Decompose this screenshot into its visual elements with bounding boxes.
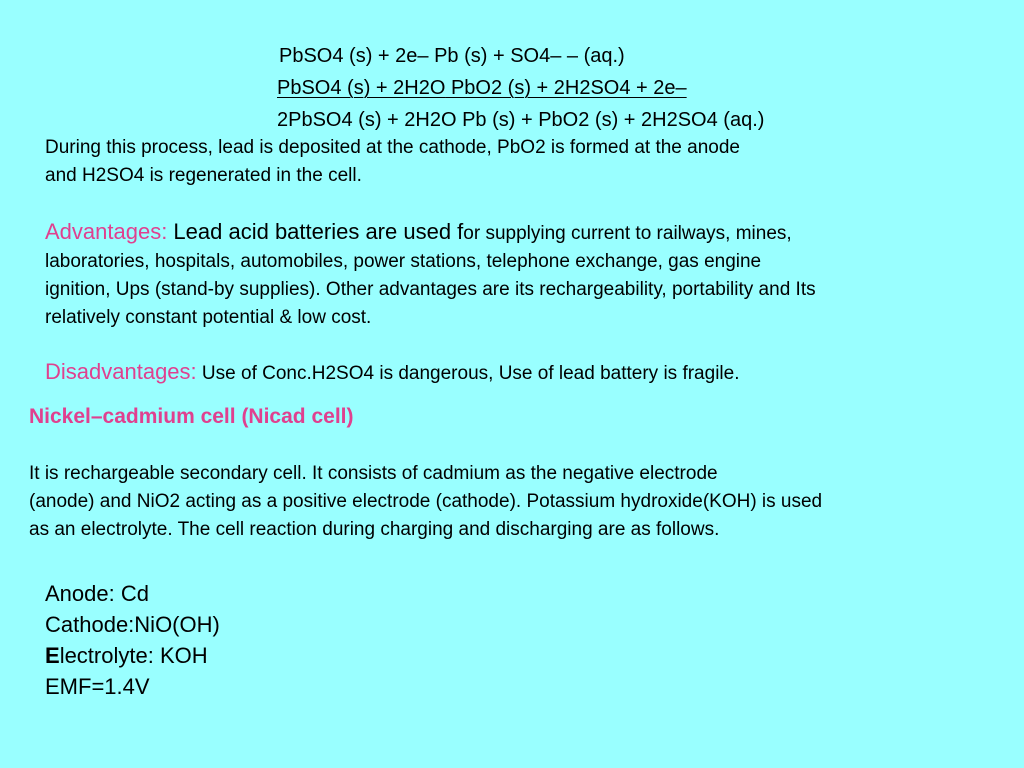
emf-line: EMF=1.4V (45, 674, 150, 699)
disadvantages-text: Use of Conc.H2SO4 is dangerous, Use of lead battery is fragile. (196, 363, 740, 384)
equation-2-left: PbSO4 (s) + 2H2O (277, 77, 446, 99)
cathode-line: Cathode:NiO(OH) (45, 612, 220, 637)
disadvantages-label: Disadvantages: (45, 359, 197, 384)
equation-1-right: Pb (s) + SO4– – (aq.) (434, 45, 625, 67)
equation-1-left: PbSO4 (s) + 2e– (279, 45, 435, 67)
advantages-label: Advantages: (45, 219, 168, 244)
nicad-line-2: (anode) and NiO2 acting as a positive electrode (cathode). Potassium hydroxide(KOH) is used (29, 491, 823, 512)
nicad-line-1: It is rechargeable secondary cell. It consists of cadmium as the negative electrode (29, 463, 718, 484)
equation-2-right: PbO2 (s) + 2H2SO4 + 2e– (445, 77, 687, 99)
anode-line: Anode: Cd (45, 581, 149, 606)
electrolyte-initial: E (45, 643, 60, 668)
advantages-line-4: relatively constant potential & low cost. (45, 307, 372, 328)
advantages-section (45, 218, 816, 332)
equation-2 (277, 77, 687, 100)
advantages-line-2: laboratories, hospitals, automobiles, power stations, telephone exchange, gas engine (45, 251, 762, 272)
cell-summary (45, 578, 220, 702)
process-line-1: During this process, lead is deposited at the cathode, PbO2 is formed at the anode (45, 137, 740, 158)
equation-1 (279, 45, 625, 68)
disadvantages-section (45, 358, 739, 388)
nicad-paragraph (29, 460, 822, 544)
equation-3 (277, 109, 764, 132)
process-paragraph (45, 134, 740, 190)
nicad-line-3: as an electrolyte. The cell reaction during charging and discharging are as follows. (29, 519, 720, 540)
equation-3-right: Pb (s) + PbO2 (s) + 2H2SO4 (aq.) (462, 109, 765, 131)
nicad-heading: Nickel–cadmium cell (Nicad cell) (29, 405, 354, 428)
advantages-lead-text: Lead acid batteries are used f (167, 219, 464, 244)
equation-3-left: 2PbSO4 (s) + 2H2O (277, 109, 463, 131)
advantages-line-1-rest: or supplying current to railways, mines, (463, 223, 792, 244)
electrolyte-line (45, 640, 220, 671)
electrolyte-rest: lectrolyte: KOH (59, 643, 208, 668)
process-line-2: and H2SO4 is regenerated in the cell. (45, 165, 362, 186)
advantages-line-3: ignition, Ups (stand-by supplies). Other advantages are its rechargeability, portability and Its (45, 279, 816, 300)
